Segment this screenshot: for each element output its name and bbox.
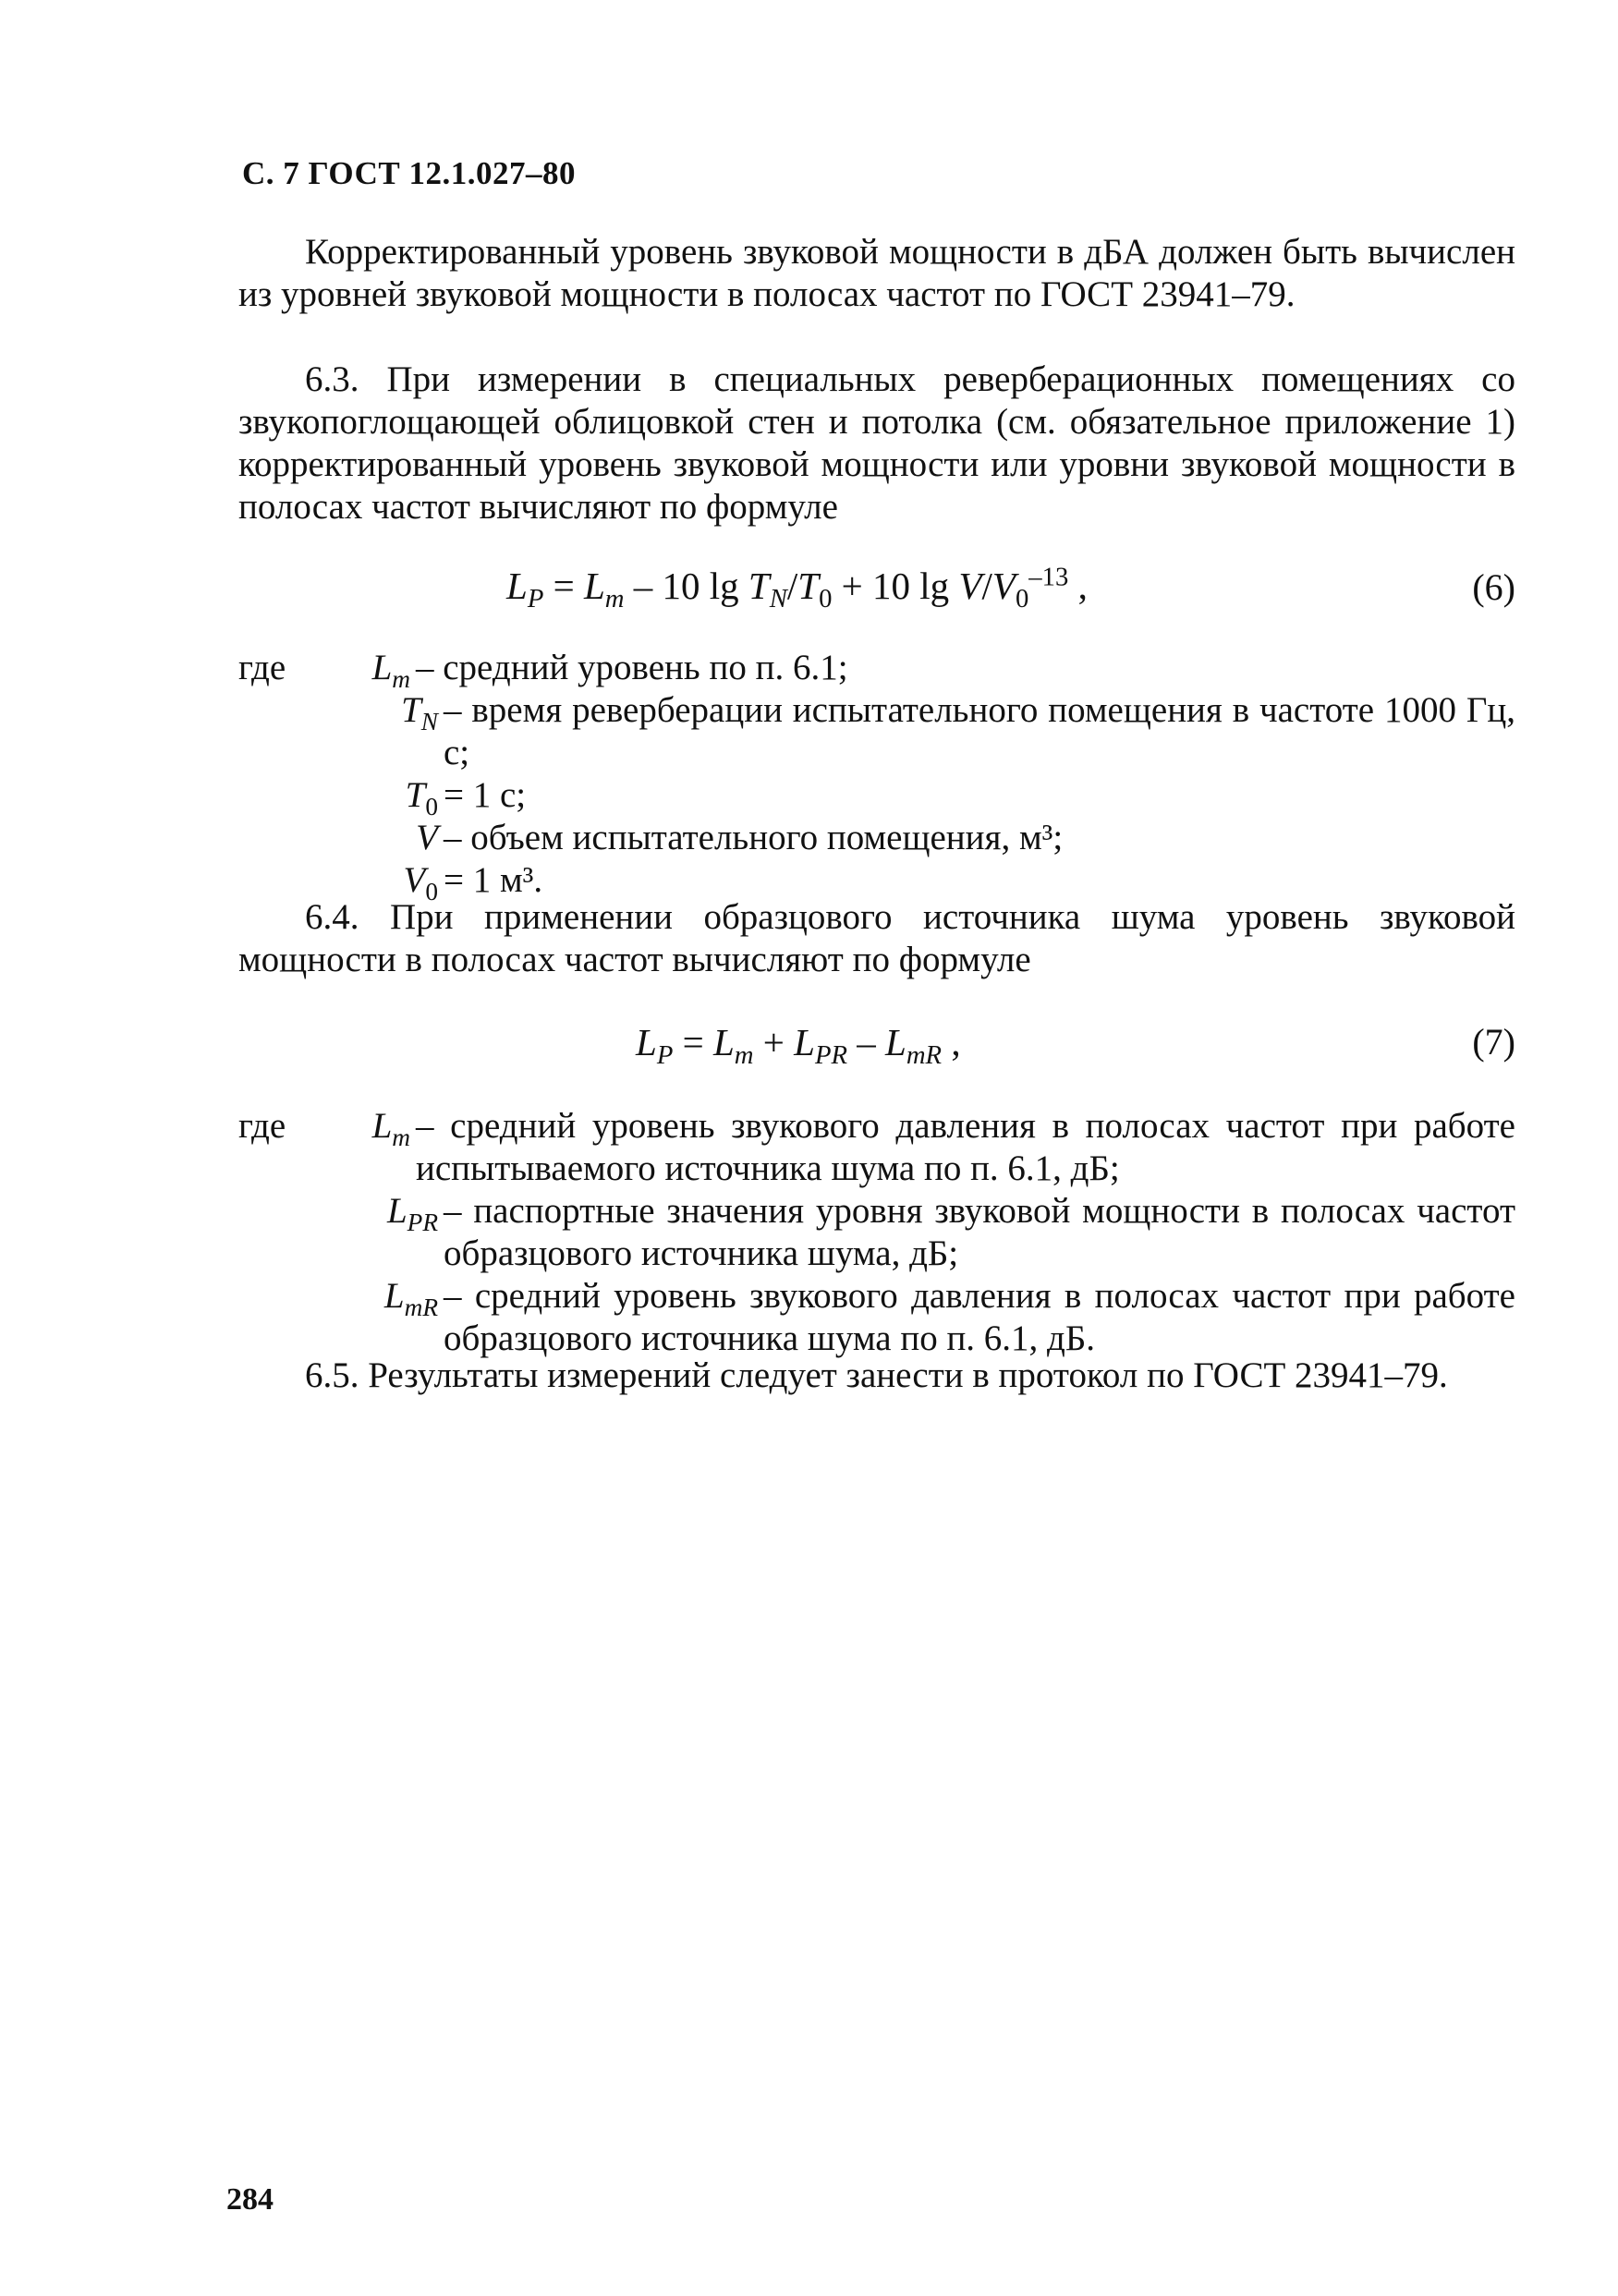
definition-text: – время реверберации испытательного помещения в частоте 1000 Гц, с;: [444, 690, 1515, 772]
equation-number-7: (7): [1472, 1021, 1515, 1063]
definition-row: [238, 689, 1515, 774]
definition-row: [238, 1275, 1515, 1360]
paragraph-6-5: 6.5. Результаты измерений следует занести в протокол по ГОСТ 23941–79.: [305, 1355, 1448, 1395]
definition-text: = 1 м³.: [444, 860, 543, 900]
symbol-lpr: $L_{PR}$: [386, 1191, 438, 1236]
symbol-lm: $L_m$: [371, 1106, 410, 1151]
definitions-formula-6: [238, 647, 1515, 905]
definition-row: [238, 774, 1515, 820]
symbol-v: V: [416, 818, 438, 857]
definition-text: – средний уровень звукового давления в полосах частот при работе испытываемого источника шума по п. 6.1, дБ;: [416, 1106, 1515, 1188]
definition-text: – паспортные значения уровня звуковой мощности в полосах частот образцового источника шума, дБ;: [444, 1191, 1515, 1273]
where-label: где: [238, 648, 286, 687]
symbol-lmr: $L_{mR}$: [383, 1276, 438, 1321]
definition-text: – объем испытательного помещения, м³;: [444, 818, 1064, 857]
symbol-lm: $L_m$: [371, 648, 410, 693]
paragraph-6-4: 6.4. При применении образцового источника шума уровень звуковой мощности в полосах частот вычисляют по формуле: [238, 897, 1515, 979]
definition-row: [238, 1190, 1515, 1275]
formula-6: $L_P = L_m - 10$ $\lg T_N/T_0 + 10$ $\lg V/V_0^{-13}$ ,: [506, 562, 1088, 614]
definition-text: = 1 с;: [444, 775, 527, 815]
definition-row: [238, 817, 1515, 859]
symbol-t0: $T_0$: [405, 775, 438, 820]
definition-row: [238, 1105, 1515, 1190]
equation-number-6: (6): [1472, 566, 1515, 608]
definition-row: [238, 647, 1515, 693]
definition-text: – средний уровень звукового давления в полосах частот при работе образцового источника шума по п. 6.1, дБ.: [444, 1276, 1515, 1358]
paragraph-corrected-level: Корректированный уровень звуковой мощности в дБА должен быть вычислен из уровней звуковой мощности в полосах частот по ГОСТ 23941–79.: [238, 232, 1515, 314]
definition-text: – средний уровень по п. 6.1;: [416, 648, 848, 687]
paragraph-6-3: 6.3. При измерении в специальных реверберационных помещениях со звукопоглощающей облицовкой стен и потолка (см. обязательное приложение 1) корректированный уровень звуковой мощности или уровни звуковой мощности в полосах частот вычисляют по формуле: [238, 359, 1515, 527]
symbol-tn: $T_N$: [401, 690, 438, 735]
page-number: 284: [226, 2182, 274, 2217]
formula-7: $L_P = L_m + L_{PR} - L_{mR}$ ,: [636, 1021, 961, 1071]
where-label: где: [238, 1106, 286, 1146]
symbol-v0: $V_0$: [403, 860, 438, 905]
definitions-formula-7: [238, 1105, 1515, 1360]
page-header: С. 7 ГОСТ 12.1.027–80: [242, 155, 576, 191]
